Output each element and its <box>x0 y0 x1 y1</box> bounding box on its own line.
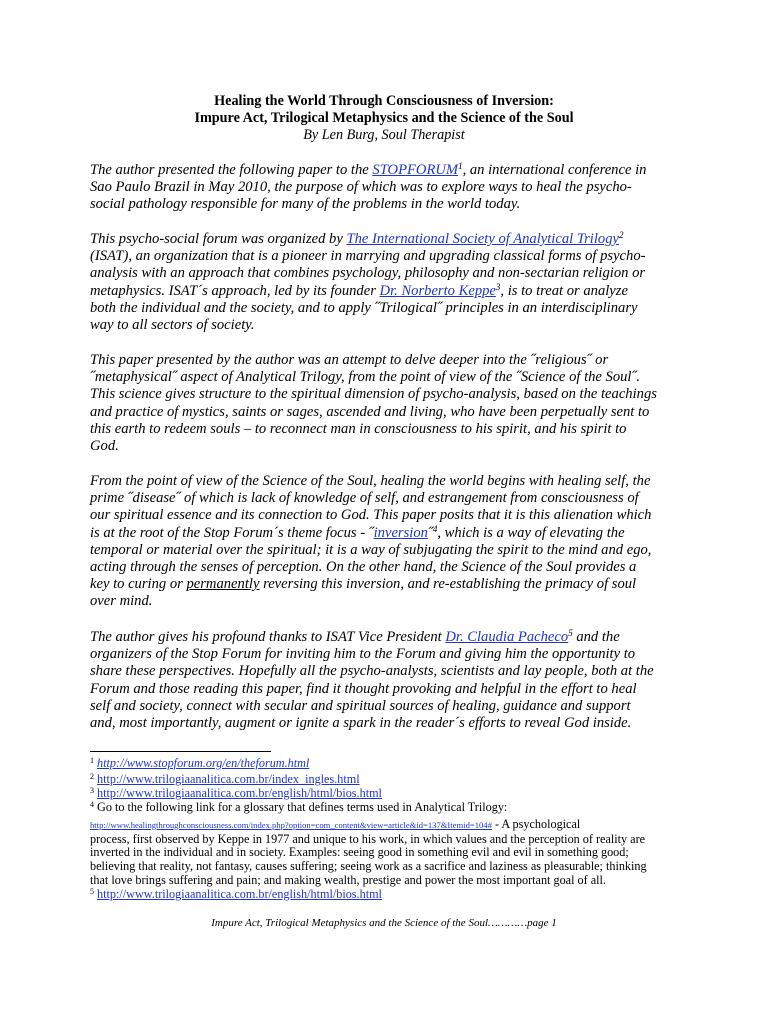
inversion-link[interactable]: inversion <box>373 524 428 541</box>
footnote-3: $^3$ http://www.trilogiaanalitica.com.br/english/html/bios.html <box>90 786 382 800</box>
paragraph-intro: The author presented the following paper to the STOPFORUM$^1$, an international conference in Sao Paulo Brazil in May 2010, the purpose of which was to explore ways to heal the psycho- social pathology responsible for many of the problems in the world today. <box>90 161 647 213</box>
footnote-5: $^5$ http://www.trilogiaanalitica.com.br/english/html/bios.html <box>90 887 382 901</box>
footnote-ref-3: 3 <box>495 281 501 292</box>
footnote-1-link[interactable]: http://www.stopforum.org/en/theforum.html <box>97 756 310 770</box>
byline: By Len Burg, Soul Therapist <box>303 127 465 143</box>
footnote-ref-2: 2 <box>619 230 624 240</box>
footnote-1: $^1$ http://www.stopforum.org/en/theforum.html <box>90 756 310 770</box>
page-number: page 1 <box>527 917 557 929</box>
footnote-4: $^4$ Go to the following link for a glossary that defines terms used in Analytical Trilogy: http://www.healingthroughconsciousness.com/index.php?option=com_content&view=article&id=137&Itemid=104# - A psychological process, first observed by Keppe in 1977 and unique to his work, in which values and the perception of reality are inverted in the individual and in society. Examples: seeing good in something evil and evil in something good; believing that reality, not fantasy, causes suffering; seeing work as a sacrifice and laziness as pleasurable; thinking that love brings suffering and pain; and making wealth, prestige and power the most important goal of all. <box>90 800 647 887</box>
page-footer: Impure Act, Trilogical Metaphysics and the Science of the Soul…………page 1 <box>211 917 557 929</box>
stopforum-link[interactable]: STOPFORUM <box>372 162 459 178</box>
footnote-ref-1: 1 <box>458 161 463 171</box>
footnote-separator <box>90 751 271 752</box>
footnote-4-link[interactable]: http://www.healingthroughconsciousness.com/index.php?option=com_content&view=article&id=137&Itemid=104# <box>90 819 492 830</box>
paragraph-science-of-soul: This paper presented by the author was an attempt to delve deeper into the ˝religious˝ or ˝metaphysical˝ aspect of Analytical Trilogy, from the point of view of the ˝Science of the Soul˝. This science gives structure to the spiritual dimension of psycho-analysis, based on the teachings and practice of mystics, saints or sages, ascended and living, who have been perpetually sent to this earth to redeem souls – to reconnect man in consciousness to his spirit, and his spirit to God. <box>90 352 657 455</box>
footnote-ref-4: 4 <box>432 523 438 534</box>
title-line-1: Healing the World Through Consciousness of Inversion: <box>214 93 554 109</box>
title-line-2: Impure Act, Trilogical Metaphysics and the Science of the Soul <box>194 110 574 126</box>
keppe-link[interactable]: Dr. Norberto Keppe <box>379 282 496 299</box>
isat-link[interactable]: The International Society of Analytical Trilogy <box>346 231 619 247</box>
paragraph-healing-self: From the point of view of the Science of the Soul, healing the world begins with healing self, the prime ˝disease˝ of which is lack of knowledge of self, and estrangement from consciousness of our spiritual essence and its connection to God. This paper posits that it is this alienation which is at the root of the Stop Forum´s theme focus - ˝inversion˝$^4$, which is a way of elevating the temporal or material over the spiritual; it is a way of subjugating the spirit to the mind and ego, acting through the senses of perception. On the other hand, the Science of the Soul provides a key to curing or permanently reversing this inversion, and re-establishing the primacy of soul over mind. <box>90 473 652 610</box>
footnote-2-link[interactable]: http://www.trilogiaanalitica.com.br/index_ingles.html <box>97 772 360 786</box>
footnote-3-link[interactable]: http://www.trilogiaanalitica.com.br/english/html/bios.html <box>97 786 382 800</box>
paragraph-thanks: The author gives his profound thanks to ISAT Vice President Dr. Claudia Pacheco$^5$ and the organizers of the Stop Forum for inviting him to the Forum and giving him the opportunity to share these perspectives. Hopefully all the psycho-analysts, scientists and lay people, both at the Forum and those reading this paper, find it thought provoking and helpful in the effort to heal self and society, connect with secular and spiritual sources of healing, guidance and support and, most importantly, augment or ignite a spark in the reader´s efforts to reveal God inside. <box>90 628 654 732</box>
paragraph-isat: This psycho-social forum was organized by The International Society of Analytical Trilogy$^2$ (ISAT), an organization that is a pioneer in marrying and upgrading classical forms of psycho- analysis with an approach that combines psychology, philosophy and non-sectarian religion or metaphysics. ISAT´s approach, led by its founder Dr. Norberto Keppe$^3$, is to treat or analyze both the individual and the society, and to apply ˝Trilogical˝ principles in an interdisciplinary way to all sectors of society. <box>90 230 646 334</box>
emphasis-permanently: permanently <box>186 576 260 593</box>
pacheco-link[interactable]: Dr. Claudia Pacheco <box>445 629 569 645</box>
footnote-ref-5: 5 <box>568 628 573 638</box>
footnote-2: $^2$ http://www.trilogiaanalitica.com.br/index_ingles.html <box>90 772 360 786</box>
footnote-5-link[interactable]: http://www.trilogiaanalitica.com.br/english/html/bios.html <box>97 887 382 901</box>
